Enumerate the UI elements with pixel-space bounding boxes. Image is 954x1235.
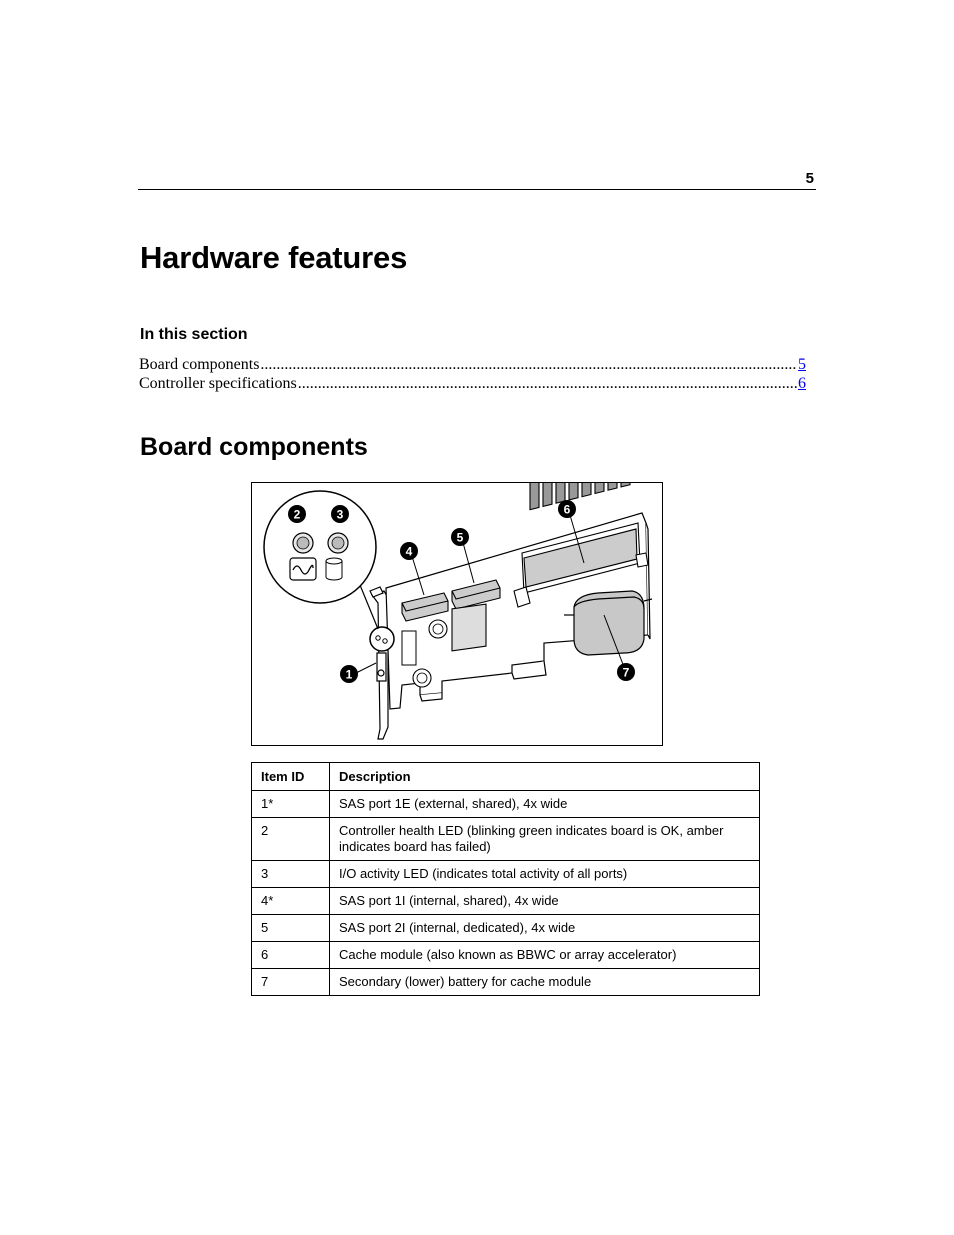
callout-2 <box>288 505 306 523</box>
table-row <box>252 818 760 861</box>
item-description-cell: Cache module (also known as BBWC or array accelerator) <box>330 942 760 969</box>
toc-page-link[interactable]: 6 <box>798 375 806 392</box>
svg-text:4: 4 <box>405 544 413 559</box>
svg-text:2: 2 <box>293 507 301 522</box>
board-diagram <box>251 482 663 746</box>
item-description-cell: SAS port 1E (external, shared), 4x wide <box>330 791 760 818</box>
item-id-cell: 5 <box>252 915 330 942</box>
toc-entry-board-components <box>139 355 806 374</box>
board-component <box>402 631 416 665</box>
controller-board-illustration <box>252 483 662 745</box>
item-id-cell: 2 <box>252 818 330 861</box>
toc-entry-label: Board components <box>139 356 260 373</box>
item-description-cell: SAS port 1I (internal, shared), 4x wide <box>330 888 760 915</box>
table-header-row <box>252 763 760 791</box>
item-id-cell: 4* <box>252 888 330 915</box>
header-description: Description <box>330 763 760 791</box>
page-number: 5 <box>805 170 814 187</box>
item-id-cell: 3 <box>252 861 330 888</box>
board-chip <box>413 669 431 687</box>
controller-processor <box>452 604 486 651</box>
toc-leader-dots <box>260 355 797 374</box>
item-description-cell: Controller health LED (blinking green indicates board is OK, amber indicates board has failed) <box>330 818 760 861</box>
in-this-section-heading: In this section <box>140 326 248 343</box>
table-row <box>252 969 760 996</box>
svg-text:6: 6 <box>563 502 571 517</box>
svg-text:5: 5 <box>456 530 464 545</box>
board-chip <box>429 620 447 638</box>
table-row <box>252 942 760 969</box>
header-rule <box>138 189 816 190</box>
led-zoom-inset <box>264 491 376 603</box>
table-row <box>252 861 760 888</box>
toc-entry-label: Controller specifications <box>139 375 297 392</box>
header-item-id: Item ID <box>252 763 330 791</box>
pci-bracket <box>370 587 388 739</box>
toc-leader-dots <box>298 374 797 393</box>
callout-7 <box>617 663 635 681</box>
callout-6 <box>558 500 576 518</box>
svg-text:7: 7 <box>622 665 630 680</box>
callout-4 <box>400 542 418 560</box>
item-description-cell: SAS port 2I (internal, dedicated), 4x wide <box>330 915 760 942</box>
item-id-cell: 1* <box>252 791 330 818</box>
table-row <box>252 791 760 818</box>
table-row <box>252 888 760 915</box>
table-row <box>252 915 760 942</box>
item-id-cell: 6 <box>252 942 330 969</box>
led-highlight-ring <box>370 627 394 651</box>
callout-3 <box>331 505 349 523</box>
callout-5 <box>451 528 469 546</box>
cache-battery <box>564 591 652 655</box>
item-id-cell: 7 <box>252 969 330 996</box>
item-description-cell: Secondary (lower) battery for cache module <box>330 969 760 996</box>
svg-text:1: 1 <box>345 667 353 682</box>
toc-page-link[interactable]: 5 <box>798 356 806 373</box>
callout-1 <box>340 665 358 683</box>
board-components-heading: Board components <box>140 433 368 461</box>
item-description-cell: I/O activity LED (indicates total activity of all ports) <box>330 861 760 888</box>
toc-entry-controller-specifications <box>139 374 806 393</box>
chapter-title: Hardware features <box>140 240 408 275</box>
board-components-table <box>251 762 760 996</box>
svg-text:3: 3 <box>336 507 344 522</box>
section-toc <box>139 355 806 393</box>
